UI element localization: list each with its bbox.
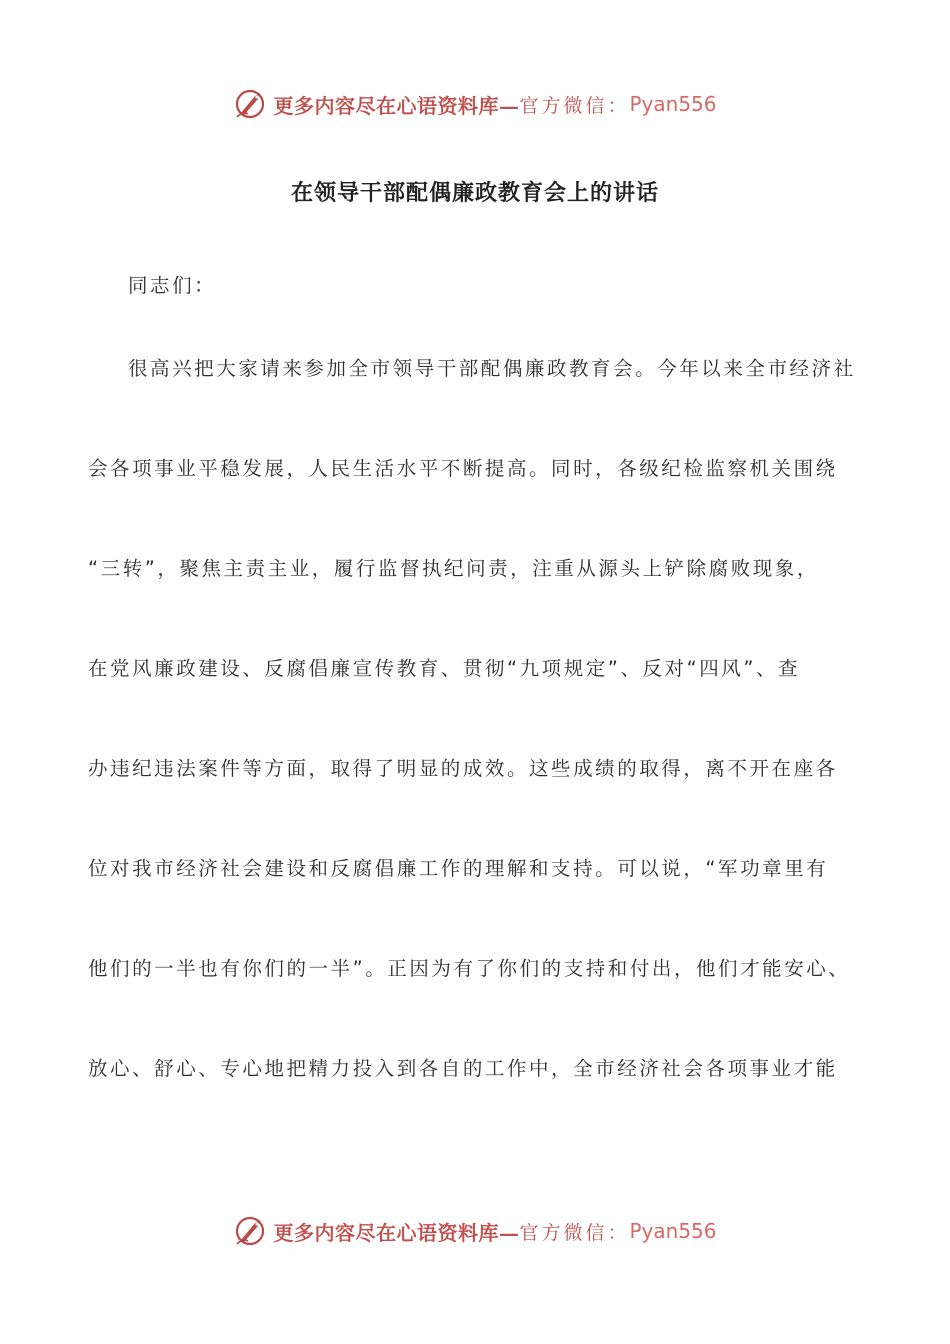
watermark-text: 更多内容尽在心语资料库— [273,1220,520,1245]
body-line: 会各项事业平稳发展，人民生活水平不断提高。同时，各级纪检监察机关围绕 [88,457,838,480]
pen-logo-icon [233,86,269,122]
salutation: 同志们： [128,274,217,297]
watermark-wechat-label: 官方微信： [519,94,630,117]
watermark-wechat-label: 官方微信： [519,1221,630,1244]
watermark-text: 更多内容尽在心语资料库— [273,93,520,118]
body-line: 在党风廉政建设、反腐倡廉宣传教育、贯彻“九项规定”、反对“四风”、查 [88,657,801,680]
body-line: 放心、舒心、专心地把精力投入到各自的工作中，全市经济社会各项事业才能 [88,1057,838,1080]
header-watermark [0,84,950,124]
footer-watermark [0,1211,950,1251]
pen-logo-icon [233,1213,269,1249]
body-line: “三转”，聚焦主责主业，履行监督执纪问责，注重从源头上铲除腐败现象， [88,557,819,580]
body-line: 他们的一半也有你们的一半”。正因为有了你们的支持和付出，他们才能安心、 [88,957,851,980]
body-line: 办违纪违法案件等方面，取得了明显的成效。这些成绩的取得，离不开在座各 [88,757,838,780]
body-line: 位对我市经济社会建设和反腐倡廉工作的理解和支持。可以说，“军功章里有 [88,857,829,880]
document-title: 在领导干部配偶廉政教育会上的讲话 [290,181,659,206]
body-line: 很高兴把大家请来参加全市领导干部配偶廉政教育会。今年以来全市经济社 [128,357,856,380]
watermark-wechat-id: Pyan556 [629,1219,717,1243]
watermark-wechat-id: Pyan556 [629,92,717,116]
